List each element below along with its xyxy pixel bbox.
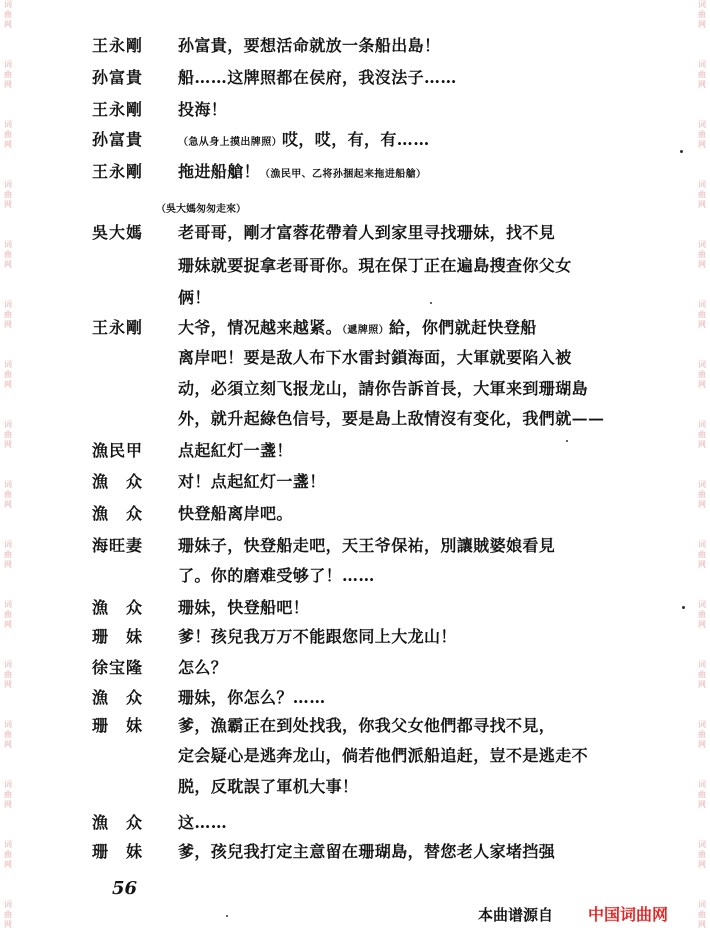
- speaker: 珊 妹: [92, 716, 144, 735]
- stage-direction: （漁民甲、乙将孙捆起来拖进船艙）: [260, 169, 427, 180]
- watermark-text: 词 曲 网: [4, 600, 12, 629]
- watermark-text: 词 曲 网: [4, 360, 12, 389]
- dialogue-text: 怎么？: [178, 658, 228, 677]
- speaker: 王永剛: [92, 162, 144, 181]
- watermark-text: 词 曲 网: [4, 660, 12, 689]
- dialogue-line: [92, 684, 326, 712]
- watermark-text: 词 曲 网: [698, 60, 706, 89]
- stage-direction: （急从身上摸出牌照）: [178, 137, 282, 148]
- dialogue-text: 点起紅灯一盞！: [178, 441, 293, 460]
- source-label: 本曲谱源自: [478, 906, 554, 924]
- scan-speck: [226, 915, 228, 917]
- dialogue-continuation: 脱，反耽誤了軍机大事！: [178, 777, 359, 796]
- speaker: 珊 妹: [92, 842, 144, 861]
- watermark-text: 词 曲 网: [698, 180, 706, 209]
- watermark-text: 词 曲 网: [4, 240, 12, 269]
- source-site-link[interactable]: 中国词曲网: [588, 905, 669, 924]
- dialogue-line: [92, 314, 537, 342]
- dialogue-line: [92, 126, 430, 154]
- watermark-text: 词 曲 网: [698, 480, 706, 509]
- speaker: 漁 众: [92, 813, 144, 832]
- stage-direction: （遞牌照）: [342, 325, 390, 336]
- watermark-text: 词 曲 网: [698, 120, 706, 149]
- dialogue-text: 拖进船艙！: [178, 162, 261, 181]
- watermark-text: 词 曲 网: [4, 720, 12, 749]
- dialogue-text: 珊妹子，快登船走吧，天王爷保祐，別讓賊婆娘看見: [178, 536, 556, 555]
- speaker: 徐宝隆: [92, 658, 144, 677]
- watermark-right: [694, 0, 710, 950]
- page-number: 56: [112, 878, 138, 899]
- dialogue-continuation: 动，必須立刻飞报龙山，請你告訴首長，大軍来到珊瑚島: [178, 379, 589, 398]
- speaker: 孙富貴: [92, 68, 144, 87]
- dialogue-line: [92, 64, 457, 92]
- watermark-text: 词 曲 网: [698, 600, 706, 629]
- dialogue-line: [92, 654, 227, 682]
- watermark-text: 词 曲 网: [698, 780, 706, 809]
- speaker: 吳大媽: [92, 223, 144, 242]
- speaker: 王永剛: [92, 100, 144, 119]
- dialogue-line: [92, 532, 555, 560]
- dialogue-line: [92, 809, 227, 837]
- dialogue-line: [92, 219, 555, 247]
- dialogue-text: 給，你們就赶快登船: [389, 318, 537, 337]
- watermark-text: 词 曲 网: [698, 660, 706, 689]
- watermark-text: 词 曲 网: [4, 300, 12, 329]
- dialogue-text: 快登船离岸吧。: [178, 504, 293, 523]
- watermark-text: 词 曲 网: [4, 60, 12, 89]
- watermark-text: 词 曲 网: [4, 780, 12, 809]
- dialogue-line: [92, 623, 457, 651]
- dialogue-text: 船……这牌照都在侯府，我沒法子……: [178, 68, 457, 87]
- dialogue-text: 爹！孩兒我万万不能跟您同上大龙山！: [178, 627, 457, 646]
- scan-speck: [566, 440, 568, 442]
- speaker: 王永剛: [92, 318, 144, 337]
- dialogue-text: 老哥哥，剛才富蓉花帶着人到家里寻找珊妹，找不見: [178, 223, 556, 242]
- watermark-text: 词 曲 网: [698, 540, 706, 569]
- dialogue-text: 爹，孩兒我打定主意留在珊瑚島，替您老人家堵挡强: [178, 842, 556, 861]
- watermark-text: 词 曲 网: [4, 0, 12, 29]
- dialogue-text: 孙富貴，要想活命就放一条船出島！: [178, 36, 441, 55]
- dialogue-text: 爹，漁霸正在到处找我，你我父女他們都寻找不見，: [178, 716, 556, 735]
- dialogue-line: [92, 594, 309, 622]
- stage-direction: （吳大媽匆匆走來）: [156, 204, 246, 215]
- watermark-text: 词 曲 网: [4, 900, 12, 929]
- dialogue-continuation: 俩！: [178, 288, 211, 307]
- dialogue-continuation: 外，就升起綠色信号，要是島上敌情沒有变化，我們就——: [178, 409, 605, 428]
- dialogue-line: [92, 500, 293, 528]
- dialogue-line: [92, 158, 426, 186]
- dialogue-line: [92, 838, 555, 866]
- dialogue-continuation: 了。你的磨难受够了！……: [178, 566, 375, 585]
- watermark-text: 词 曲 网: [698, 300, 706, 329]
- dialogue-line: [92, 32, 440, 60]
- watermark-left: [0, 0, 16, 950]
- dialogue-text: 大爷，情况越来越紧。: [178, 318, 343, 337]
- watermark-text: 词 曲 网: [4, 480, 12, 509]
- dialogue-continuation: 离岸吧！要是敌人布下水雷封鎖海面，大軍就要陷入被: [178, 348, 572, 367]
- speaker: 漁民甲: [92, 441, 144, 460]
- dialogue-line: [92, 437, 293, 465]
- speaker: 漁 众: [92, 504, 144, 523]
- watermark-text: 词 曲 网: [698, 720, 706, 749]
- dialogue-line: [92, 712, 555, 740]
- watermark-text: 词 曲 网: [4, 840, 12, 869]
- dialogue-line: [92, 468, 326, 496]
- dialogue-text: 这……: [178, 813, 228, 832]
- watermark-text: 词 曲 网: [698, 0, 706, 29]
- dialogue-text: 珊妹，快登船吧！: [178, 598, 310, 617]
- scan-speck: [430, 302, 432, 304]
- scan-speck: [680, 150, 683, 153]
- watermark-text: 词 曲 网: [698, 900, 706, 929]
- speaker: 王永剛: [92, 36, 144, 55]
- speaker: 孙富貴: [92, 130, 144, 149]
- dialogue-continuation: 珊妹就要捉拿老哥哥你。現在保丁正在遍島搜查你父女: [178, 256, 572, 275]
- dialogue-continuation: 定会疑心是逃奔龙山，倘若他們派船追赶，豈不是逃走不: [178, 746, 589, 765]
- dialogue-text: 投海！: [178, 100, 228, 119]
- scan-speck: [682, 606, 685, 609]
- speaker: 漁 众: [92, 472, 144, 491]
- watermark-text: 词 曲 网: [4, 120, 12, 149]
- dialogue-line: [92, 96, 227, 124]
- speaker: 漁 众: [92, 598, 144, 617]
- watermark-text: 词 曲 网: [698, 360, 706, 389]
- watermark-text: 词 曲 网: [698, 420, 706, 449]
- speaker: 珊 妹: [92, 627, 144, 646]
- watermark-text: 词 曲 网: [4, 420, 12, 449]
- watermark-text: 词 曲 网: [4, 540, 12, 569]
- dialogue-text: 哎，哎，有，有……: [282, 130, 430, 149]
- watermark-text: 词 曲 网: [698, 240, 706, 269]
- speaker: 漁 众: [92, 688, 144, 707]
- watermark-text: 词 曲 网: [4, 180, 12, 209]
- dialogue-text: 珊妹，你怎么？……: [178, 688, 326, 707]
- speaker: 海旺妻: [92, 536, 144, 555]
- watermark-text: 词 曲 网: [698, 840, 706, 869]
- dialogue-text: 对！点起紅灯一盞！: [178, 472, 326, 491]
